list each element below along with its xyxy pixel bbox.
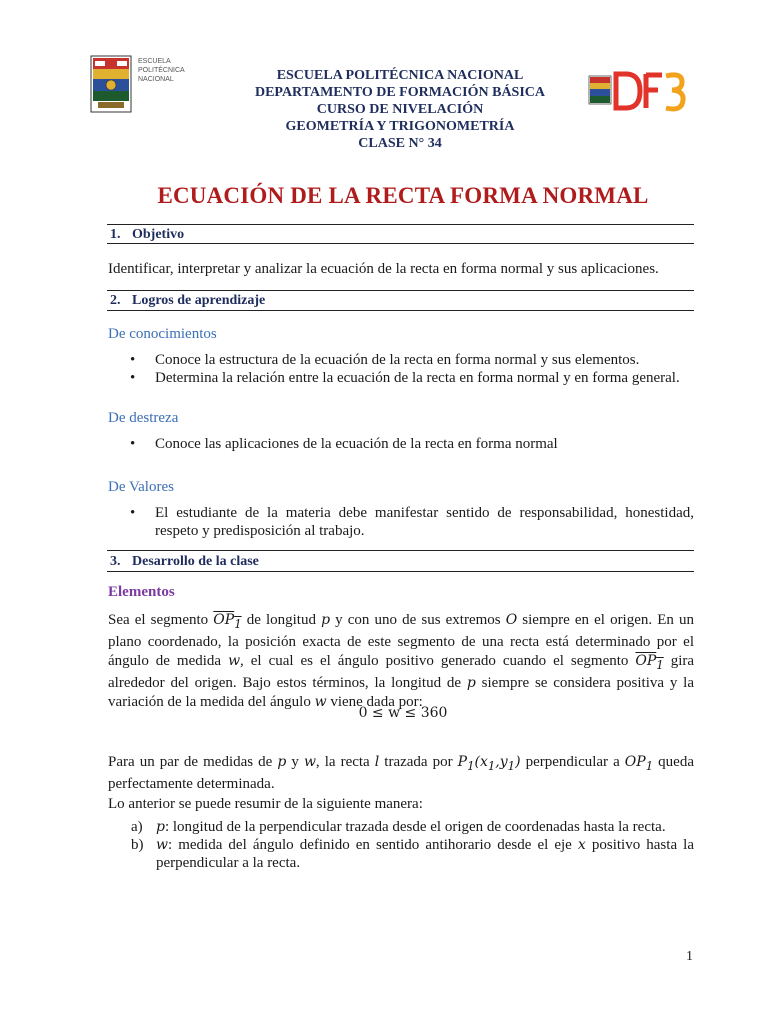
list-item <box>131 818 694 836</box>
math-variable: p <box>277 754 287 770</box>
logo-epn-line-2: POLITÉCNICA <box>138 67 185 74</box>
math-subscript: 1 <box>645 758 654 773</box>
list-item-text: Conoce las aplicaciones de la ecuación de la recta en forma normal <box>155 436 558 452</box>
math-variable: l <box>374 754 380 770</box>
math-segment <box>635 652 664 672</box>
text-run: Sea el segmento <box>108 612 214 628</box>
list-item <box>131 836 694 872</box>
math-variable: w <box>228 652 241 669</box>
math-subscript: 1 <box>656 657 664 672</box>
page-title: ECUACIÓN DE LA RECTA FORMA NORMAL <box>157 183 649 208</box>
math-text: OP <box>635 652 657 669</box>
section-2-bottom-rule <box>107 310 694 311</box>
math-subscript: 1 <box>234 616 242 631</box>
list-item <box>130 504 694 540</box>
section-1-number: 1. <box>110 227 121 242</box>
header-line-3: CURSO DE NIVELACIÓN <box>316 102 484 117</box>
math-segment <box>213 612 242 631</box>
text-run: gira alrededor del origen. Bajo estos términos, la longitud de <box>108 652 695 692</box>
subheading-valores: De Valores <box>108 479 174 495</box>
subheading-conocimientos: De conocimientos <box>108 326 217 342</box>
elementos-paragraph-3: Lo anterior se puede resumir de la siguiente manera: <box>108 796 423 812</box>
text-run: positivo hasta la perpendicular a la recta. <box>156 837 694 871</box>
section-2-top-rule <box>107 290 694 291</box>
list-item-text: El estudiante de la materia debe manifestar sentido de responsabilidad, honestidad, respeto y predisposición al trabajo. <box>155 505 694 539</box>
math-subscript: 1 <box>467 758 475 773</box>
section-1-bottom-rule <box>107 243 694 244</box>
dfb-logo <box>586 68 686 114</box>
page-number: 1 <box>686 949 693 964</box>
math-text: P <box>457 754 468 770</box>
math-text: ) <box>515 754 521 770</box>
section-1-label: Objetivo <box>132 227 185 242</box>
text-run: trazada por <box>379 754 458 770</box>
text-run: siempre se considera positiva y la variación de la medida del ángulo <box>108 675 694 710</box>
list-item-text <box>156 836 694 872</box>
section-3-top-rule <box>107 550 694 551</box>
text-run: : longitud de la perpendicular trazada desde el origen de coordenadas hasta la recta. <box>164 819 666 835</box>
epn-shield-icon <box>90 55 132 113</box>
text-run: y <box>286 754 304 770</box>
math-text: OP <box>624 754 646 770</box>
text-run: siempre en el origen. En un plano coordenado, la posición exacta de este segmento de una recta está determinado por el ángulo de medida <box>108 612 694 669</box>
math-segment <box>624 754 654 773</box>
section-3-bottom-rule <box>107 571 694 572</box>
section-1-top-rule <box>107 224 694 225</box>
list-item <box>130 369 694 387</box>
list-item <box>130 435 694 453</box>
list-item-label: a) <box>131 819 143 835</box>
header-line-1: ESCUELA POLITÉCNICA NACIONAL <box>276 68 524 83</box>
section-3-title <box>110 554 259 570</box>
list-item-text: Conoce la estructura de la ecuación de la recta en forma normal y sus elementos. <box>155 352 640 368</box>
section-3-number: 3. <box>110 554 121 569</box>
list-item-text: Determina la relación entre la ecuación de la recta en forma normal y en forma general. <box>155 370 680 386</box>
list-item-label: b) <box>131 837 144 853</box>
bullet-icon: • <box>130 436 136 452</box>
math-text: (x <box>474 754 488 770</box>
math-variable: p <box>321 612 331 628</box>
list-item-text <box>156 818 694 836</box>
text-run: Para un par de medidas de <box>108 754 278 770</box>
section-2-number: 2. <box>110 293 121 308</box>
objective-text: Identificar, interpretar y analizar la ecuación de la recta en forma normal y sus aplicaciones. <box>108 261 659 277</box>
epn-logo <box>90 55 200 113</box>
subheading-destreza: De destreza <box>108 410 179 426</box>
math-variable: w <box>303 754 316 770</box>
text-run: : medida del ángulo definido en sentido antihorario desde el eje <box>167 837 578 853</box>
text-run: viene dada por: <box>326 693 423 710</box>
section-1-title <box>110 227 184 243</box>
elementos-paragraph-1 <box>108 611 694 711</box>
bullet-icon: • <box>130 370 136 386</box>
text-run: , la recta <box>315 754 375 770</box>
math-variable: w <box>314 693 327 710</box>
math-point <box>457 754 521 773</box>
text-run: perpendicular a <box>520 754 625 770</box>
bullet-icon: • <box>130 352 136 368</box>
text-run: , el cual es el ángulo positivo generado cuando el segmento <box>240 652 636 669</box>
header-line-4: GEOMETRÍA Y TRIGONOMETRÍA <box>285 119 515 134</box>
elementos-heading: Elementos <box>108 584 175 600</box>
math-text: ,y <box>495 754 508 770</box>
header-line-5: CLASE N° 34 <box>358 136 442 151</box>
text-run: queda perfectamente determinada. <box>108 754 694 793</box>
math-variable: w <box>156 837 168 853</box>
dfb-logo-icon <box>586 68 686 114</box>
math-text: OP <box>213 612 235 628</box>
section-2-title <box>110 293 265 309</box>
bullet-icon: • <box>130 505 136 521</box>
math-subscript: 1 <box>507 758 516 773</box>
section-3-label: Desarrollo de la clase <box>132 554 259 569</box>
text-run: de longitud <box>241 612 322 628</box>
section-2-label: Logros de aprendizaje <box>132 293 266 308</box>
math-variable: p <box>156 819 165 835</box>
logo-epn-line-3: NACIONAL <box>138 76 174 83</box>
math-variable: p <box>466 675 476 692</box>
elementos-paragraph-2 <box>108 753 694 794</box>
text-run: y con uno de sus extremos <box>330 612 506 628</box>
logo-epn-line-1: ESCUELA <box>138 58 171 65</box>
list-item <box>130 351 694 369</box>
math-variable: O <box>505 612 518 628</box>
range-equation: 0 ≤ w ≤ 360 <box>358 705 448 721</box>
math-subscript: 1 <box>487 758 496 773</box>
header-line-2: DEPARTAMENTO DE FORMACIÓN BÁSICA <box>254 85 546 100</box>
math-variable: x <box>577 837 586 853</box>
